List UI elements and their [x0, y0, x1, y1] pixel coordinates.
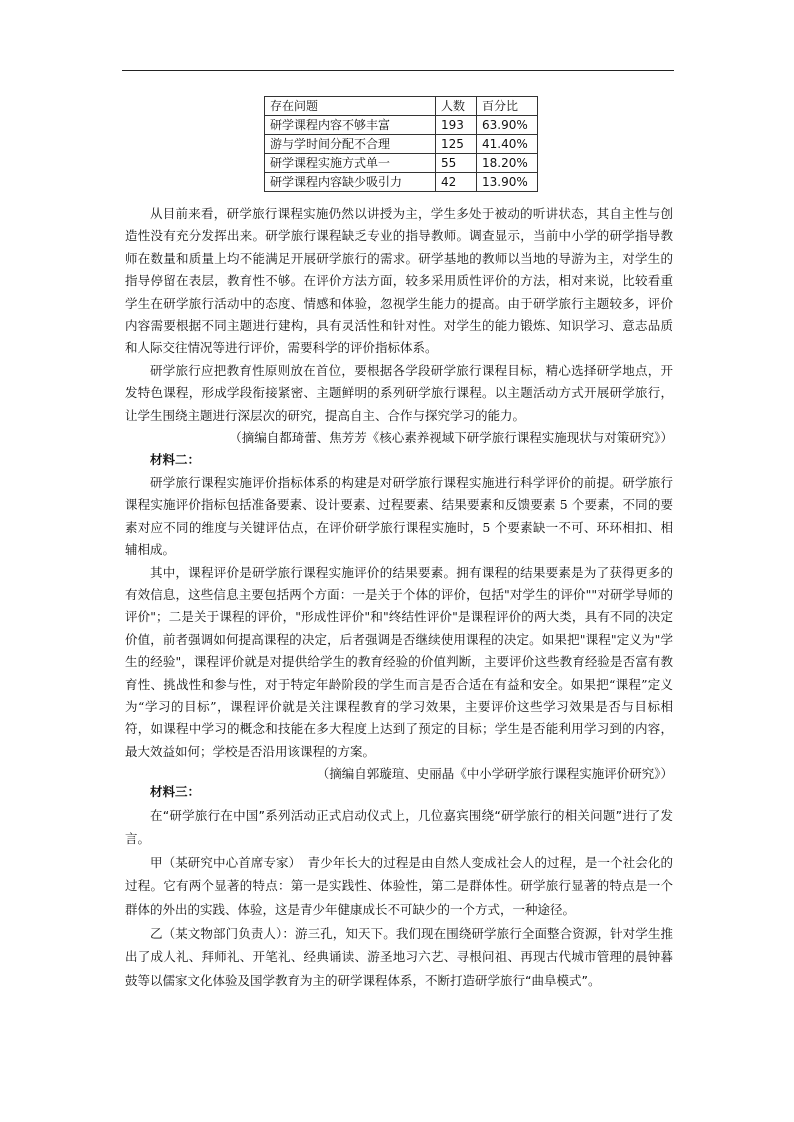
table-cell: 研学课程内容缺少吸引力: [265, 173, 436, 192]
paragraph: 研学旅行课程实施评价指标体系的构建是对研学旅行课程实施进行科学评价的前提。研学旅行课程实施评价指标包括准备要素、设计要素、过程要素、结果要素和反馈要素 5 个要素，不同的要素对应不同的维度与关键评估点，在评价研学旅行课程实施时，5 个要素缺一不可、环环相扣、相辅相成。: [125, 474, 673, 558]
table-cell: 41.40%: [477, 135, 538, 154]
survey-table: [264, 96, 538, 192]
paragraph: 研学旅行应把教育性原则放在首位，要根据各学段研学旅行课程目标，精心选择研学地点，开发特色课程，形成学段衔接紧密、主题鲜明的系列研学旅行课程。以主题活动方式开展研学旅行，让学生围绕主题进行深层次的研究，提高自主、合作与探究学习的能力。: [125, 362, 673, 423]
material-three-body: [125, 780, 673, 992]
table-header-cell: 百分比: [477, 97, 538, 116]
table-cell: 63.90%: [477, 116, 538, 135]
table-cell: 193: [436, 116, 477, 135]
table-cell: 13.90%: [477, 173, 538, 192]
table-row: [265, 116, 538, 135]
paragraph: 乙（某文物部门负责人）：游三孔，知天下。我们现在围绕研学旅行全面整合资源，针对学生推出了成人礼、拜师礼、开笔礼、经典诵读、游圣地习六艺、寻根问祖、再现古代城市管理的晨钟暮鼓等以儒家文化体验及国学教育为主的研学课程体系，不断打造研学旅行“曲阜模式”。: [125, 925, 673, 988]
table-cell: 55: [436, 154, 477, 173]
table-row: [265, 135, 538, 154]
table-cell: 42: [436, 173, 477, 192]
table-header-cell: 人数: [436, 97, 477, 116]
paragraph: 从目前来看，研学旅行课程实施仍然以讲授为主，学生多处于被动的听讲状态，其自主性与创造性没有充分发挥出来。研学旅行课程缺乏专业的指导教师。调查显示，当前中小学的研学指导教师在数量和质量上均不能满足开展研学旅行的需求。研学基地的教师以当地的导游为主，对学生的指导停留在表层，教育性不够。在评价方法方面，较多采用质性评价的方法，相对来说，比较看重学生在研学旅行活动中的态度、情感和体验，忽视学生能力的提高。由于研学旅行主题较多，评价内容需要根据不同主题进行建构，具有灵活性和针对性。对学生的能力锻炼、知识学习、意志品质和人际交往情况等进行评价，需要科学的评价指标体系。: [125, 206, 673, 356]
table-header-row: [265, 97, 538, 116]
table-cell: 研学课程实施方式单一: [265, 154, 436, 173]
source-citation: （摘编自都琦蕾、焦芳芳《核心素养视域下研学旅行课程实施现状与对策研究》）: [229, 430, 673, 446]
section-heading: 材料二：: [150, 452, 201, 468]
table-row: [265, 154, 538, 173]
table-row: [265, 173, 538, 192]
source-citation: （摘编自郭璇瑄、史丽晶《中小学研学旅行课程实施评价研究》）: [316, 766, 673, 782]
table-cell: 研学课程内容不够丰富: [265, 116, 436, 135]
table-cell: 18.20%: [477, 154, 538, 173]
table-cell: 125: [436, 135, 477, 154]
section-heading: 材料三：: [150, 784, 201, 799]
paragraph: 在“研学旅行在中国”系列活动正式启动仪式上，几位嘉宾围绕“研学旅行的相关问题”进行了发言。: [125, 807, 673, 847]
paragraph: 甲（某研究中心首席专家） 青少年长大的过程是由自然人变成社会人的过程，是一个社会化的过程。它有两个显著的特点：第一是实践性、体验性，第二是群体性。研学旅行显著的特点是一个群体的外出的实践、体验，这是青少年健康成长不可缺少的一个方式，一种途径。: [125, 854, 673, 917]
paragraph: 其中，课程评价是研学旅行课程实施评价的结果要素。拥有课程的结果要素是为了获得更多的有效信息，这些信息主要包括两个方面：一是关于个体的评价，包括"对学生的评价""对研学导师的评价"；二是关于课程的评价，"形成性评价"和"终结性评价"是课程评价的两大类，具有不同的决定价值，前者强调如何提高课程的决定，后者强调是否继续使用课程的决定。如果把"课程"定义为"学生的经验"，课程评价就是对提供给学生的教育经验的价值判断，主要评价这些教育经验是否富有教育性、挑战性和参与性，对于特定年龄阶段的学生而言是否合适在有益和安全。如果把“课程”定义为“学习的目标”，课程评价就是关注课程教育的学习效果，主要评价这些学习效果是否与目标相符，如课程中学习的概念和技能在多大程度上达到了预定的目标；学生是否能利用学习到的内容，最大效益如何；学校是否沿用该课程的方案。: [125, 564, 673, 759]
material-one-body: [125, 203, 673, 786]
table-header-cell: 存在问题: [265, 97, 436, 116]
table-cell: 游与学时间分配不合理: [265, 135, 436, 154]
header-rule: [122, 70, 674, 71]
